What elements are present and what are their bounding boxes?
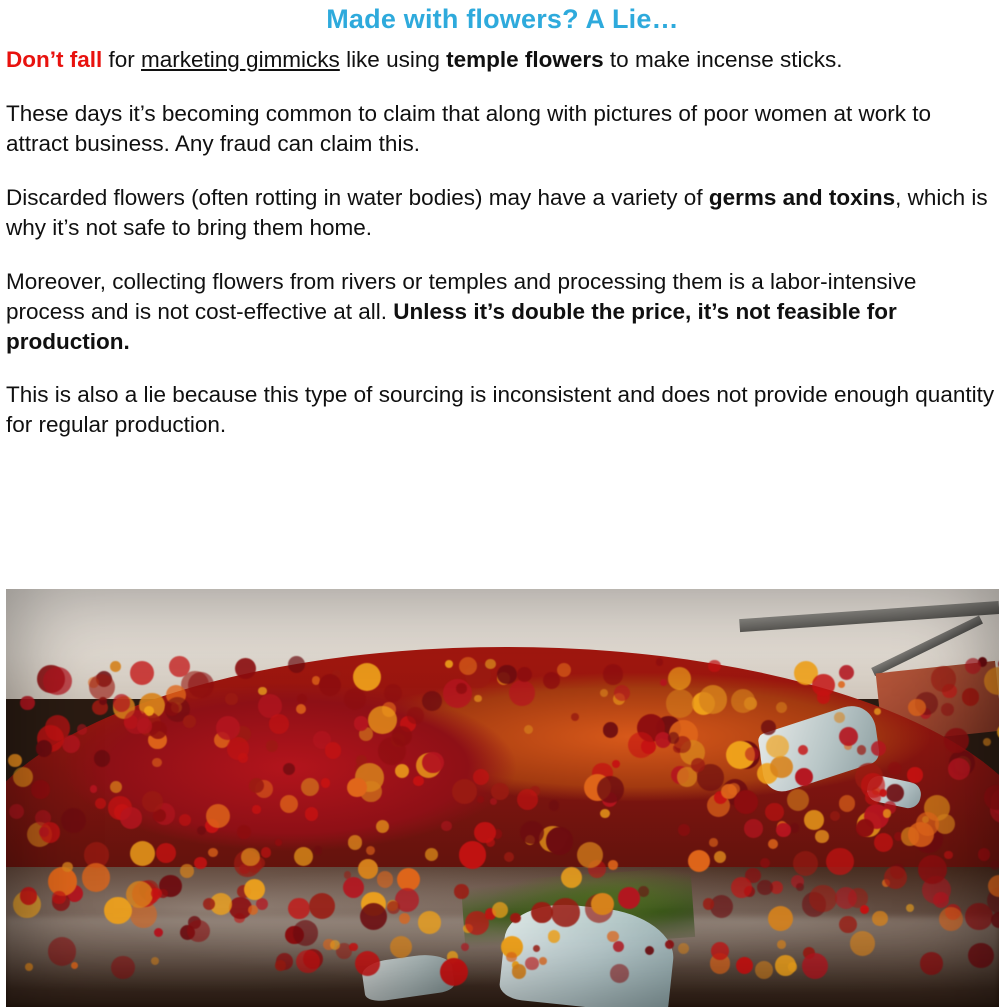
- flower-bloom: [839, 727, 858, 746]
- flower-bloom: [691, 758, 705, 772]
- flower-bloom: [418, 911, 440, 933]
- flower-bloom: [850, 931, 875, 956]
- flower-bloom: [543, 672, 560, 689]
- flower-bloom: [603, 722, 618, 737]
- flower-bloom: [94, 750, 111, 767]
- flower-bloom: [714, 851, 726, 863]
- flower-bloom: [512, 964, 526, 978]
- flower-bloom: [183, 715, 196, 728]
- flower-bloom: [520, 821, 544, 845]
- flower-bloom: [266, 740, 279, 753]
- flower-bloom: [36, 740, 53, 757]
- flower-bloom: [20, 887, 38, 905]
- flower-bloom: [757, 880, 773, 896]
- flower-bloom: [347, 778, 367, 798]
- flower-bloom: [491, 783, 508, 800]
- flower-bloom: [294, 847, 313, 866]
- flower-bloom: [43, 667, 72, 696]
- flower-bloom: [156, 843, 176, 863]
- flower-bloom: [860, 905, 869, 914]
- flower-bloom: [645, 946, 654, 955]
- flower-bloom: [188, 672, 214, 698]
- flower-bloom: [826, 848, 853, 875]
- flower-bloom: [269, 714, 289, 734]
- flower-bloom: [509, 680, 535, 706]
- flower-bloom: [52, 891, 65, 904]
- flower-bloom: [248, 905, 258, 915]
- paragraph-5: This is also a lie because this type of sourcing is inconsistent and does not provide enough quantity for regular production.: [6, 382, 995, 438]
- flower-bloom: [688, 850, 710, 872]
- flower-bloom: [991, 912, 999, 928]
- flower-bloom: [344, 688, 366, 710]
- flower-bloom: [293, 920, 319, 946]
- flower-bloom: [834, 712, 845, 723]
- germs-and-toxins-bold: germs and toxins: [708, 184, 896, 210]
- p4-start: Moreover, collecting flowers from rivers or temples and processing them is a labor-intensive process and is not cost-effective at all.: [6, 268, 917, 324]
- flower-bloom: [241, 848, 260, 867]
- flower-bloom: [20, 696, 34, 710]
- flower-bloom: [804, 810, 824, 830]
- p1-mid1: for: [102, 47, 142, 73]
- flower-bloom: [793, 851, 818, 876]
- flower-bloom: [399, 913, 410, 924]
- p1-end: to make incense sticks.: [603, 47, 843, 73]
- flower-bloom: [296, 704, 306, 714]
- flower-bloom: [275, 839, 282, 846]
- flower-bloom: [360, 903, 387, 930]
- flower-bloom: [13, 767, 33, 787]
- flower-bloom: [474, 695, 481, 702]
- flower-bloom: [237, 825, 251, 839]
- flower-bloom: [392, 726, 412, 746]
- flower-bloom: [110, 781, 122, 793]
- flower-bloom: [459, 841, 487, 869]
- flower-bloom: [71, 962, 78, 969]
- flower-bloom: [9, 804, 24, 819]
- flower-bloom: [968, 943, 994, 969]
- p1-mid2: like using: [339, 47, 447, 73]
- flower-bloom: [776, 702, 787, 713]
- flower-bloom: [301, 778, 319, 796]
- flower-bloom: [225, 693, 238, 706]
- flower-bloom: [473, 769, 489, 785]
- flower-bloom: [111, 956, 134, 979]
- discarded-temple-flowers-image: [6, 589, 999, 1007]
- flower-bloom: [628, 732, 654, 758]
- flower-bloom: [309, 893, 335, 919]
- not-feasible-bold: Unless it’s double the price, it’s not feasible for production.: [6, 298, 897, 354]
- flower-bloom: [61, 808, 86, 833]
- flower-bloom: [297, 694, 307, 704]
- flower-bloom: [571, 713, 579, 721]
- flower-bloom: [407, 707, 424, 724]
- flower-bloom: [422, 752, 443, 773]
- flower-bloom: [227, 737, 250, 760]
- flower-bloom: [343, 877, 364, 898]
- flower-bloom: [948, 758, 970, 780]
- body-text: [0, 45, 1005, 440]
- flower-bloom: [377, 871, 393, 887]
- flower-bloom: [89, 674, 115, 700]
- flower-bloom: [296, 950, 320, 974]
- flower-bloom: [206, 804, 230, 828]
- flower-bloom: [668, 732, 680, 744]
- flower-bloom: [124, 710, 149, 735]
- flower-bloom: [524, 725, 533, 734]
- flower-bloom: [618, 887, 639, 908]
- flower-bloom: [354, 716, 368, 730]
- flower-bloom: [549, 800, 560, 811]
- flower-bloom: [709, 838, 718, 847]
- flower-bloom: [798, 745, 808, 755]
- flower-bloom: [180, 864, 194, 878]
- flower-bloom: [477, 796, 484, 803]
- flower-bloom: [165, 702, 179, 716]
- flower-bloom: [962, 688, 980, 706]
- p3-end: , which is why it’s not safe to bring them home.: [6, 184, 988, 240]
- flower-bloom: [830, 811, 840, 821]
- flower-bloom: [314, 846, 322, 854]
- flower-bloom: [366, 846, 375, 855]
- flower-bloom: [454, 884, 468, 898]
- flower-bloom: [130, 661, 154, 685]
- flower-bloom: [110, 661, 121, 672]
- flower-bloom: [187, 920, 209, 942]
- flower-bloom: [194, 857, 207, 870]
- flower-bloom: [441, 821, 452, 832]
- flower-bloom: [708, 660, 720, 672]
- flower-bloom: [90, 785, 97, 792]
- flower-bloom: [941, 703, 955, 717]
- flower-bloom: [525, 957, 538, 970]
- flower-bloom: [376, 820, 389, 833]
- flower-bloom: [461, 943, 469, 951]
- flower-bloom: [871, 741, 886, 756]
- page-title: Made with flowers? A Lie…: [326, 4, 679, 34]
- flower-bloom: [384, 684, 402, 702]
- flower-bloom: [886, 784, 904, 802]
- flower-bloom: [656, 658, 663, 665]
- flower-bloom: [721, 784, 737, 800]
- flower-bloom: [216, 716, 240, 740]
- flower-bloom: [497, 665, 516, 684]
- flower-bloom: [990, 860, 999, 870]
- flower-bloom: [77, 724, 87, 734]
- flower-bloom: [456, 683, 467, 694]
- flower-bloom: [613, 941, 624, 952]
- flower-bloom: [48, 937, 77, 966]
- flower-bloom: [305, 807, 319, 821]
- flower-bloom: [486, 838, 495, 847]
- flower-bloom: [787, 789, 809, 811]
- flower-bloom: [152, 758, 162, 768]
- flower-bloom: [353, 663, 381, 691]
- flower-bloom: [731, 877, 752, 898]
- flower-bloom: [288, 656, 305, 673]
- flower-bloom: [711, 942, 729, 960]
- flower-bloom: [539, 957, 548, 966]
- flower-bloom: [614, 685, 631, 702]
- flower-bloom: [8, 754, 22, 768]
- flower-bloom: [815, 830, 829, 844]
- paragraph-1: [6, 45, 997, 75]
- flower-bloom: [638, 886, 649, 897]
- flower-bloom: [169, 656, 190, 677]
- lead-warning-text: Don’t fall: [6, 47, 103, 73]
- flower-bloom: [283, 763, 295, 775]
- flower-bloom: [492, 902, 508, 918]
- flower-bloom: [965, 658, 981, 674]
- flower-bloom: [358, 859, 378, 879]
- marketing-gimmicks-underlined: marketing gimmicks: [141, 47, 340, 73]
- flower-bloom: [984, 667, 999, 695]
- image-flower-blooms: [6, 589, 999, 1007]
- flower-bloom: [546, 827, 574, 855]
- flower-bloom: [600, 689, 608, 697]
- flower-bloom: [874, 708, 881, 715]
- flower-bloom: [872, 911, 887, 926]
- flower-bloom: [918, 855, 947, 884]
- flower-bloom: [261, 847, 271, 857]
- flower-bloom: [422, 691, 442, 711]
- flower-bloom: [997, 724, 999, 740]
- flower-bloom: [666, 689, 694, 717]
- flower-bloom: [802, 953, 828, 979]
- p3-start: Discarded flowers (often rotting in water bodies) may have a variety of: [6, 184, 709, 210]
- flower-bloom: [452, 779, 477, 804]
- flower-bloom: [984, 785, 999, 810]
- flower-bloom: [761, 720, 776, 735]
- flower-bloom: [600, 809, 610, 819]
- flower-bloom: [348, 835, 363, 850]
- flower-bloom: [355, 951, 380, 976]
- flower-bloom: [506, 952, 516, 962]
- flower-bloom: [31, 780, 50, 799]
- flower-bloom: [413, 776, 424, 787]
- flower-bloom: [796, 883, 804, 891]
- slide-page: [0, 4, 1005, 1007]
- flower-bloom: [884, 866, 907, 889]
- flower-bloom: [944, 851, 952, 859]
- flower-bloom: [678, 943, 689, 954]
- flower-bloom: [768, 906, 793, 931]
- flower-bloom: [983, 738, 991, 746]
- flower-bloom: [838, 681, 845, 688]
- flower-bloom: [197, 826, 206, 835]
- flower-bloom: [931, 666, 956, 691]
- flower-bloom: [531, 902, 553, 924]
- flower-bloom: [939, 907, 963, 931]
- flower-bloom: [660, 679, 667, 686]
- flower-bloom: [857, 745, 866, 754]
- flower-bloom: [603, 664, 623, 684]
- flower-bloom: [944, 728, 969, 753]
- flower-bloom: [668, 667, 691, 690]
- flower-bloom: [321, 778, 330, 787]
- flower-bloom: [775, 955, 796, 976]
- flower-bloom: [874, 833, 894, 853]
- flower-bloom: [62, 862, 73, 873]
- flower-bloom: [597, 776, 624, 803]
- flower-bloom: [25, 963, 33, 971]
- flower-bloom: [906, 904, 915, 913]
- flower-bloom: [907, 767, 922, 782]
- flower-bloom: [258, 687, 266, 695]
- flower-bloom: [920, 952, 942, 974]
- flower-bloom: [760, 858, 770, 868]
- flower-bloom: [425, 848, 438, 861]
- flower-bloom: [755, 961, 773, 979]
- flower-bloom: [809, 885, 836, 912]
- flower-bloom: [504, 852, 514, 862]
- flower-bloom: [665, 940, 674, 949]
- flower-bloom: [154, 928, 164, 938]
- flower-bloom: [280, 795, 298, 813]
- flower-bloom: [795, 768, 813, 786]
- flower-bloom: [179, 814, 191, 826]
- flower-bloom: [776, 823, 790, 837]
- flower-bloom: [744, 819, 763, 838]
- flower-bloom: [561, 867, 582, 888]
- flower-bloom: [440, 958, 468, 986]
- flower-bloom: [252, 805, 261, 814]
- flower-bloom: [790, 823, 800, 833]
- flower-bloom: [699, 685, 727, 713]
- paragraph-2: These days it’s becoming common to claim that along with pictures of poor women at work to attract business. Any fraud can claim this.: [6, 100, 932, 156]
- flower-bloom: [82, 863, 111, 892]
- flower-bloom: [510, 913, 521, 924]
- flower-bloom: [731, 689, 755, 713]
- flower-bloom: [766, 735, 789, 758]
- flower-bloom: [551, 898, 580, 927]
- flower-bloom: [330, 940, 340, 950]
- flower-bloom: [387, 901, 400, 914]
- flower-bloom: [533, 945, 540, 952]
- flower-bloom: [612, 760, 620, 768]
- flower-bloom: [978, 848, 991, 861]
- flower-bloom: [770, 756, 793, 779]
- flower-bloom: [45, 715, 70, 740]
- flower-bloom: [485, 659, 496, 670]
- flower-bloom: [130, 841, 155, 866]
- flower-bloom: [319, 674, 341, 696]
- flower-bloom: [861, 773, 886, 798]
- flower-bloom: [95, 798, 106, 809]
- flower-bloom: [517, 667, 533, 683]
- flower-bloom: [325, 742, 341, 758]
- flower-bloom: [812, 674, 835, 697]
- flower-bloom: [608, 860, 618, 870]
- flower-bloom: [249, 778, 264, 793]
- flower-bloom: [765, 803, 783, 821]
- flower-bloom: [678, 824, 690, 836]
- flower-bloom: [39, 827, 49, 837]
- flower-bloom: [208, 848, 218, 858]
- flower-bloom: [120, 807, 142, 829]
- flower-bloom: [288, 898, 310, 920]
- flower-bloom: [908, 699, 926, 717]
- flower-bloom: [839, 916, 857, 934]
- flower-bloom: [548, 930, 560, 942]
- flower-bloom: [610, 964, 629, 983]
- flower-bloom: [151, 957, 160, 966]
- flower-bloom: [395, 764, 409, 778]
- flower-bloom: [235, 658, 256, 679]
- paragraph-4: [6, 267, 997, 357]
- flower-bloom: [768, 839, 778, 849]
- flower-bloom: [517, 789, 538, 810]
- flower-bloom: [777, 940, 786, 949]
- flower-bloom: [445, 660, 453, 668]
- flower-bloom: [203, 898, 215, 910]
- flower-bloom: [734, 790, 758, 814]
- flower-bloom: [839, 795, 856, 812]
- flower-bloom: [703, 898, 715, 910]
- flower-bloom: [390, 936, 412, 958]
- flower-bloom: [839, 665, 854, 680]
- flower-bloom: [736, 957, 754, 975]
- flower-bloom: [126, 881, 153, 908]
- flower-bloom: [149, 721, 167, 739]
- flower-bloom: [465, 911, 489, 935]
- temple-flowers-bold: temple flowers: [446, 47, 604, 73]
- flower-bloom: [883, 809, 891, 817]
- flower-bloom: [349, 943, 357, 951]
- flower-bloom: [275, 960, 286, 971]
- flower-bloom: [888, 762, 901, 775]
- paragraph-3: [6, 183, 997, 243]
